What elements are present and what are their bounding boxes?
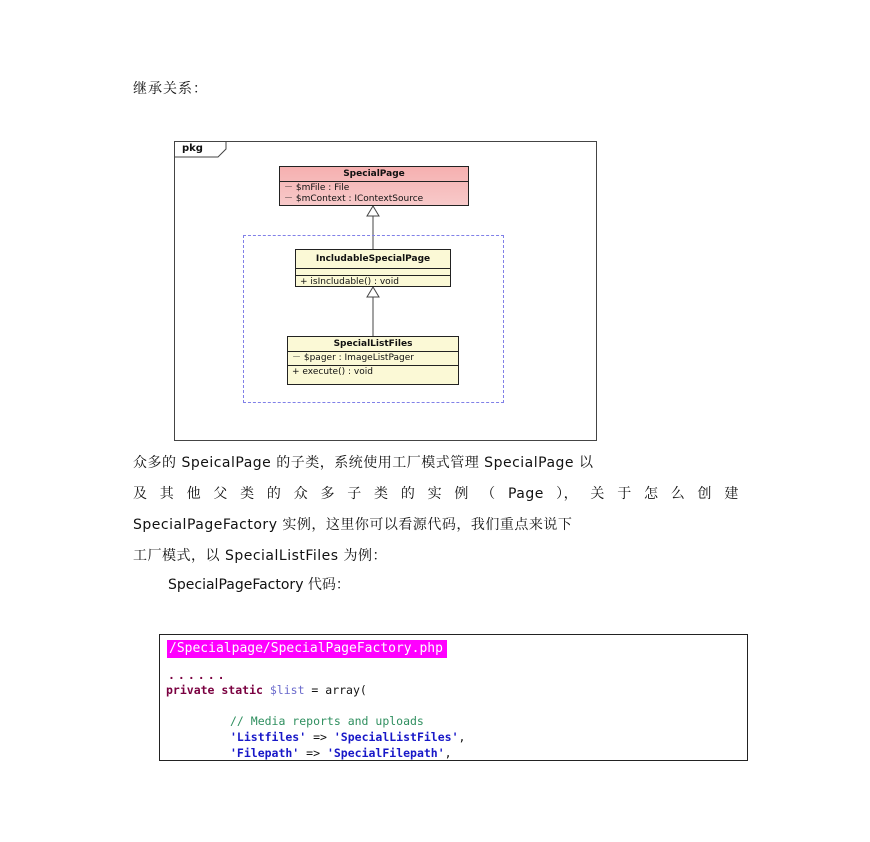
justified-token: （ — [481, 486, 496, 502]
code-comma: , — [458, 730, 466, 744]
class-special-page — [279, 166, 469, 206]
code-file-path: /Specialpage/SpecialPageFactory.php — [167, 640, 447, 658]
class-special-list-files — [287, 336, 459, 385]
justified-token: 子 — [347, 486, 362, 502]
code-text: = array( — [304, 683, 367, 697]
justified-token: 怎 — [643, 486, 659, 502]
class-attributes — [280, 182, 468, 206]
code-ellipsis: ...... — [168, 668, 228, 682]
justified-token: 其 — [159, 486, 175, 502]
class-methods — [288, 366, 458, 379]
justified-token: 众 — [293, 486, 309, 502]
code-arrow: => — [299, 746, 327, 760]
paragraph-line: SpecialPageFactory 实例，这里你可以看源代码，我们重点来说下 — [133, 517, 573, 533]
class-name: SpecialListFiles — [288, 337, 458, 352]
justified-token: 关 — [590, 486, 605, 502]
justified-token: Page — [507, 486, 544, 502]
method: + isIncludable() : void — [300, 277, 399, 287]
justified-token: 类 — [374, 486, 389, 502]
attribute: － $mContext : IContextSource — [284, 194, 424, 204]
justified-token: 类 — [240, 486, 255, 502]
inherit-arrowhead-1 — [367, 206, 379, 216]
code-comment: // Media reports and uploads — [230, 714, 424, 728]
justified-token: 父 — [213, 486, 228, 502]
justified-token: 的 — [400, 486, 416, 502]
method: + execute() : void — [292, 367, 373, 377]
code-string-value: 'SpecialListFiles' — [333, 730, 459, 744]
attribute: － $mFile : File — [284, 183, 350, 193]
code-keyword: private static — [166, 683, 263, 697]
code-array-entry — [230, 746, 452, 760]
justified-token: 么 — [670, 486, 686, 502]
code-comma: , — [444, 746, 452, 760]
code-array-entry — [230, 730, 465, 744]
class-attributes — [288, 352, 458, 366]
class-includable-special-page — [295, 249, 451, 287]
class-attributes-empty — [296, 269, 450, 276]
body-paragraph — [133, 448, 739, 572]
code-variable: $list — [269, 683, 305, 697]
code-string-value: 'SpecialFilepath' — [326, 746, 445, 760]
paragraph-line: 众多的 SpeicalPage 的子类，系统使用工厂模式管理 SpecialPage 以 — [133, 455, 594, 471]
justified-token: 实 — [427, 486, 443, 502]
justified-token: 建 — [724, 486, 739, 502]
attribute: － $pager : ImageListPager — [292, 353, 414, 363]
paragraph-line-justified — [133, 479, 739, 510]
code-arrow: => — [306, 730, 334, 744]
justified-token: 多 — [320, 486, 335, 502]
code-caption: SpecialPageFactory 代码： — [168, 577, 350, 593]
justified-token: 例 — [454, 486, 469, 502]
class-name: IncludableSpecialPage — [296, 250, 450, 269]
paragraph-line: 工厂模式，以 SpecialListFiles 为例： — [133, 548, 388, 564]
class-methods — [296, 276, 450, 289]
code-declaration — [166, 683, 367, 697]
justified-token: 他 — [186, 486, 202, 502]
justified-token: 于 — [617, 486, 632, 502]
code-string-key: 'Listfiles' — [230, 730, 307, 744]
justified-token: 及 — [133, 486, 148, 502]
section-heading: 继承关系： — [133, 81, 208, 97]
justified-token: 的 — [266, 486, 282, 502]
justified-token: ）， — [556, 486, 579, 502]
package-label: pkg — [182, 143, 203, 154]
class-name: SpecialPage — [280, 167, 468, 182]
code-string-key: 'Filepath' — [230, 746, 300, 760]
justified-token: 创 — [697, 486, 713, 502]
